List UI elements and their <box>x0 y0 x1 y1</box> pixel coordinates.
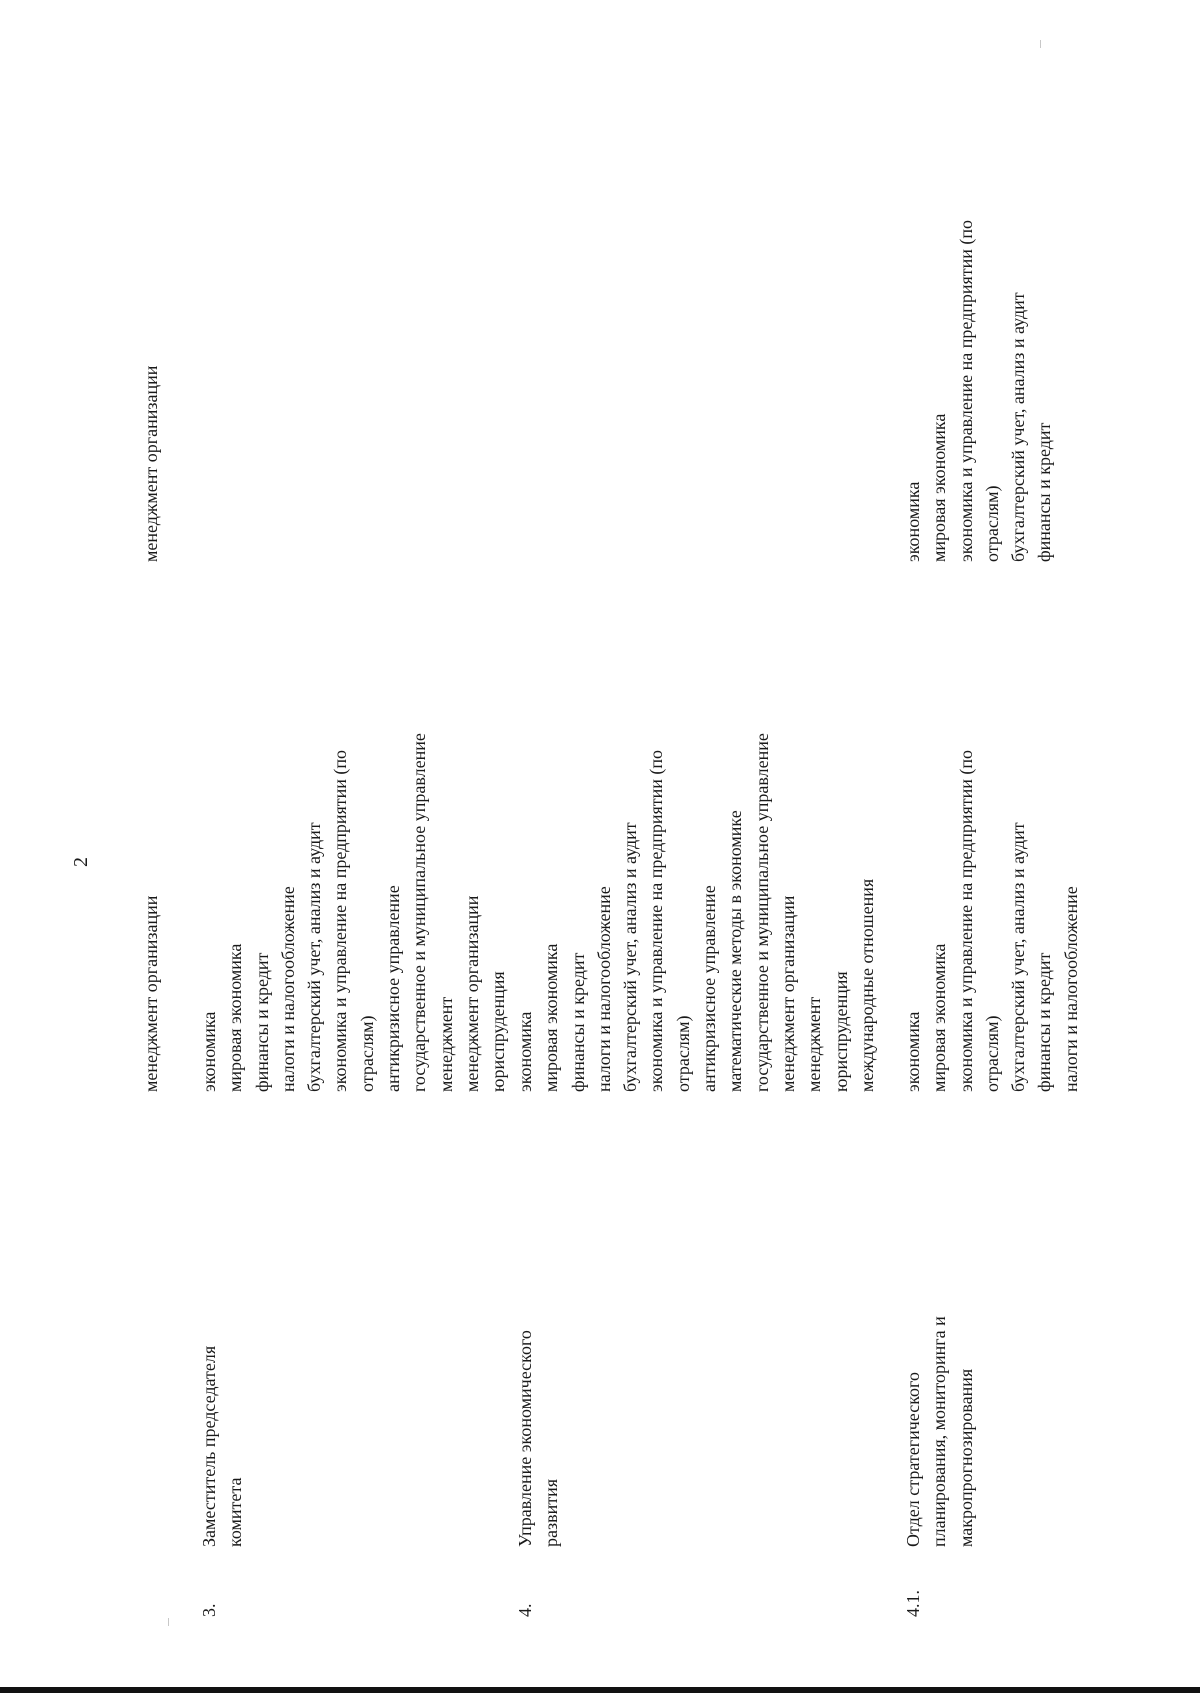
top-row-spec2 <box>138 2 164 562</box>
list-item: финансы и кредит <box>1034 422 1055 562</box>
department-name-line: комитета <box>225 1477 246 1547</box>
list-item: экономика и управление на предприятии (по <box>330 749 351 1092</box>
list-item: налоги и налогообложение <box>593 886 614 1092</box>
list-item: отраслям) <box>981 485 1002 562</box>
department-name <box>196 1147 249 1547</box>
list-item: мировая экономика <box>541 943 562 1092</box>
department-name <box>512 1147 565 1547</box>
list-item: экономика <box>199 1011 219 1092</box>
list-item: мировая экономика <box>225 943 246 1092</box>
row-number: 4. <box>515 1603 535 1617</box>
top-row-spec1-line: менеджмент организации <box>141 895 161 1092</box>
list-item: менеджмент <box>804 996 825 1092</box>
list-item: отраслям) <box>356 1015 377 1092</box>
list-item: отраслям) <box>672 1015 693 1092</box>
list-item: экономика и управление на предприятии (по <box>955 219 976 562</box>
department-name-line: макропрогнозирования <box>955 1368 976 1547</box>
list-item: менеджмент организации <box>461 895 482 1092</box>
list-item: экономика и управление на предприятии (по <box>646 749 667 1092</box>
list-item: экономика <box>515 1011 535 1092</box>
list-item: финансы и кредит <box>567 952 588 1092</box>
list-item: менеджмент <box>435 996 456 1092</box>
list-item: международные отношения <box>856 878 877 1092</box>
list-item: антикризисное управление <box>383 885 404 1092</box>
department-name-line: развития <box>541 1478 562 1547</box>
list-item: бухгалтерский учет, анализ и аудит <box>304 822 325 1092</box>
scan-margin-mark <box>1040 40 1041 48</box>
department-name <box>900 1147 979 1547</box>
row-number: 4.1. <box>903 1590 923 1617</box>
row-number: 3. <box>199 1603 219 1617</box>
list-item: антикризисное управление <box>699 885 720 1092</box>
list-item: экономика и управление на предприятии (по <box>955 749 976 1092</box>
list-item: мировая экономика <box>929 413 950 562</box>
specialty-list <box>512 492 880 1092</box>
department-name-line: планирования, мониторинга и <box>929 1316 950 1547</box>
specialty-list-secondary <box>900 2 1058 562</box>
list-item: юриспруденция <box>488 971 509 1092</box>
list-item: государственное и муниципальное управление <box>751 733 772 1092</box>
list-item: отраслям) <box>981 1015 1002 1092</box>
list-item: мировая экономика <box>929 943 950 1092</box>
list-item: бухгалтерский учет, анализ и аудит <box>1008 292 1029 562</box>
list-item: экономика <box>903 1011 923 1092</box>
department-name-line: Заместитель председателя <box>199 1345 219 1547</box>
specialty-list <box>196 492 512 1092</box>
list-item: экономика <box>903 481 923 562</box>
page-number: 2 <box>70 857 92 867</box>
scan-margin-mark <box>168 1618 169 1626</box>
list-item: финансы и кредит <box>251 952 272 1092</box>
specialty-list <box>900 492 1084 1092</box>
top-row-spec2-line: менеджмент организации <box>141 365 161 562</box>
department-name-line: Отдел стратегического <box>903 1372 923 1547</box>
list-item: налоги и налогообложение <box>1060 886 1081 1092</box>
top-row-spec1 <box>138 492 164 1092</box>
list-item: бухгалтерский учет, анализ и аудит <box>620 822 641 1092</box>
list-item: государственное и муниципальное управление <box>409 733 430 1092</box>
list-item: бухгалтерский учет, анализ и аудит <box>1008 822 1029 1092</box>
list-item: менеджмент организации <box>777 895 798 1092</box>
list-item: финансы и кредит <box>1034 952 1055 1092</box>
list-item: налоги и налогообложение <box>277 886 298 1092</box>
list-item: математические методы в экономике <box>725 810 746 1092</box>
department-name-line: Управление экономического <box>515 1330 535 1547</box>
scan-bottom-edge <box>0 1687 1200 1693</box>
list-item: юриспруденция <box>830 971 851 1092</box>
